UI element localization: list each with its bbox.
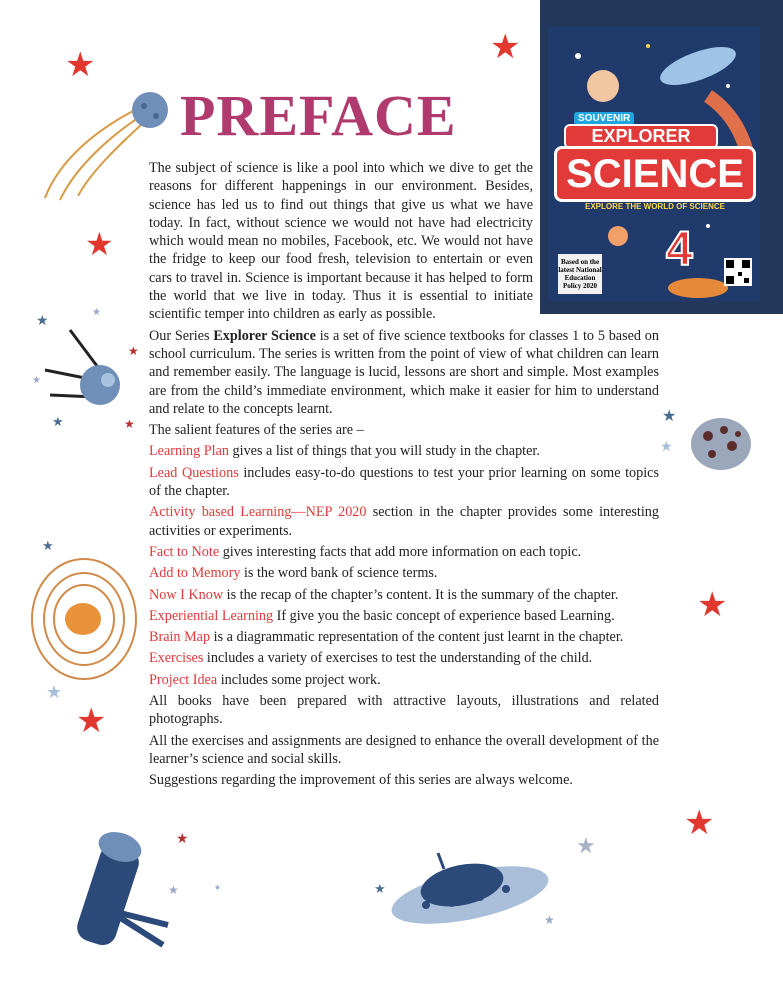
feature-description: includes a variety of exercises to test the understanding of the child. <box>203 650 593 667</box>
feature-name: Learning Plan <box>149 443 229 460</box>
star-icon: ★ <box>92 307 101 318</box>
nep-badge: Based on the latest National Education Policy 2020 <box>558 254 602 294</box>
feature-name: Experiential Learning <box>149 607 274 624</box>
star-icon: ★ <box>214 883 222 892</box>
star-icon: ★ <box>52 415 64 430</box>
feature-item <box>149 671 659 689</box>
preface-body <box>149 159 659 793</box>
star-icon: ★ <box>490 27 521 67</box>
feature-description: section in the chapter provides some interesting activities or experiments. <box>149 504 659 539</box>
feature-item <box>149 564 659 582</box>
cover-tagline: EXPLORE THE WORLD OF SCIENCE <box>584 202 725 211</box>
cover-series: EXPLORER <box>564 124 718 149</box>
cover-badge: SOUVENIR <box>574 112 634 125</box>
page-title: PREFACE <box>180 83 457 148</box>
star-icon: ★ <box>176 831 189 847</box>
planet-icon <box>688 414 754 474</box>
star-icon: ★ <box>65 45 96 85</box>
closing-paragraph: Suggestions regarding the improvement of this series are always welcome. <box>149 772 573 789</box>
feature-description: includes some project work. <box>217 671 381 688</box>
feature-description: includes easy-to-do questions to test your prior learning on some topics of the chapter. <box>149 464 659 500</box>
series-post: is a set of five science textbooks for classes 1 to 5 based on school curriculum. The series is written from the point of view of what children can learn and remember easily. The language is lucid, lessons are short and simple. Most examples are from the child’s immediate environment, which make it easier for him to understand and relate to the concepts learnt. <box>149 327 659 417</box>
feature-item <box>149 442 659 460</box>
star-icon: ★ <box>32 375 41 386</box>
telescope-icon <box>68 825 178 950</box>
feature-name: Add to Memory <box>149 565 241 582</box>
intro-paragraph: The subject of science is like a pool into which we dive to get the reasons for different happenings in our environment. Besides, science has led us to find out things that give us what we have today. In fact, without science we would not have had electricity which would mean no mobiles, Facebook, etc. We would not have the fridge to keep our food fresh, television to entertain or even cars to travel in. Science is important because it has helped to form the world that we live in today. Thus it is essential to initiate scientific temper into children as early as possible. <box>149 160 533 323</box>
closing-list <box>149 692 659 789</box>
closing-paragraph: All the exercises and assignments are designed to enhance the overall development of the learner’s science and social skills. <box>149 732 659 767</box>
star-icon: ★ <box>374 882 386 897</box>
series-pre: Our Series <box>149 327 214 344</box>
star-icon: ★ <box>46 682 63 703</box>
star-icon: ★ <box>662 406 677 425</box>
feature-name: Brain Map <box>149 629 211 646</box>
feature-item <box>149 649 659 667</box>
feature-item <box>149 543 659 561</box>
cover-subject: SCIENCE <box>554 146 756 202</box>
feature-item <box>149 586 659 604</box>
feature-name: Now I Know <box>149 586 224 603</box>
feature-description: is the recap of the chapter’s content. It is the summary of the chapter. <box>223 586 619 603</box>
feature-description: is a diagrammatic representation of the content just learnt in the chapter. <box>210 629 624 646</box>
feature-name: Activity based Learning—NEP 2020 <box>149 504 367 521</box>
star-icon: ★ <box>576 834 596 859</box>
feature-name: Lead Questions <box>149 464 239 481</box>
star-icon: ★ <box>684 803 715 843</box>
star-icon: ★ <box>660 439 673 455</box>
feature-item <box>149 628 659 646</box>
feature-name: Project Idea <box>149 671 218 688</box>
feature-name: Fact to Note <box>149 543 220 560</box>
feature-item <box>149 607 659 625</box>
star-icon: ★ <box>85 225 114 263</box>
ufo-icon <box>388 845 554 935</box>
feature-description: If give you the basic concept of experience based Learning. <box>273 607 615 624</box>
cover-grade: 4 <box>666 223 693 276</box>
star-icon: ★ <box>42 539 54 554</box>
star-icon: ★ <box>124 417 135 431</box>
galaxy-icon <box>28 555 144 685</box>
closing-paragraph: All books have been prepared with attractive layouts, illustrations and related photographs. <box>149 693 659 728</box>
series-name: Explorer Science <box>213 327 316 344</box>
series-paragraph <box>149 327 659 418</box>
feature-description: gives interesting facts that add more information on each topic. <box>219 543 582 560</box>
star-icon: ★ <box>544 913 555 927</box>
feature-item <box>149 464 659 501</box>
features-intro: The salient features of the series are – <box>149 422 364 439</box>
star-icon: ★ <box>128 344 139 358</box>
satellite-icon <box>40 325 130 415</box>
feature-name: Exercises <box>149 650 204 667</box>
feature-description: is the word bank of science terms. <box>240 565 438 582</box>
qr-code-icon <box>724 258 752 286</box>
feature-description: gives a list of things that you will study in the chapter. <box>228 443 540 460</box>
star-icon: ★ <box>168 883 179 897</box>
star-icon: ★ <box>36 313 49 329</box>
star-icon: ★ <box>697 585 728 625</box>
features-list <box>149 442 659 689</box>
feature-item <box>149 503 659 540</box>
star-icon: ★ <box>76 701 107 741</box>
